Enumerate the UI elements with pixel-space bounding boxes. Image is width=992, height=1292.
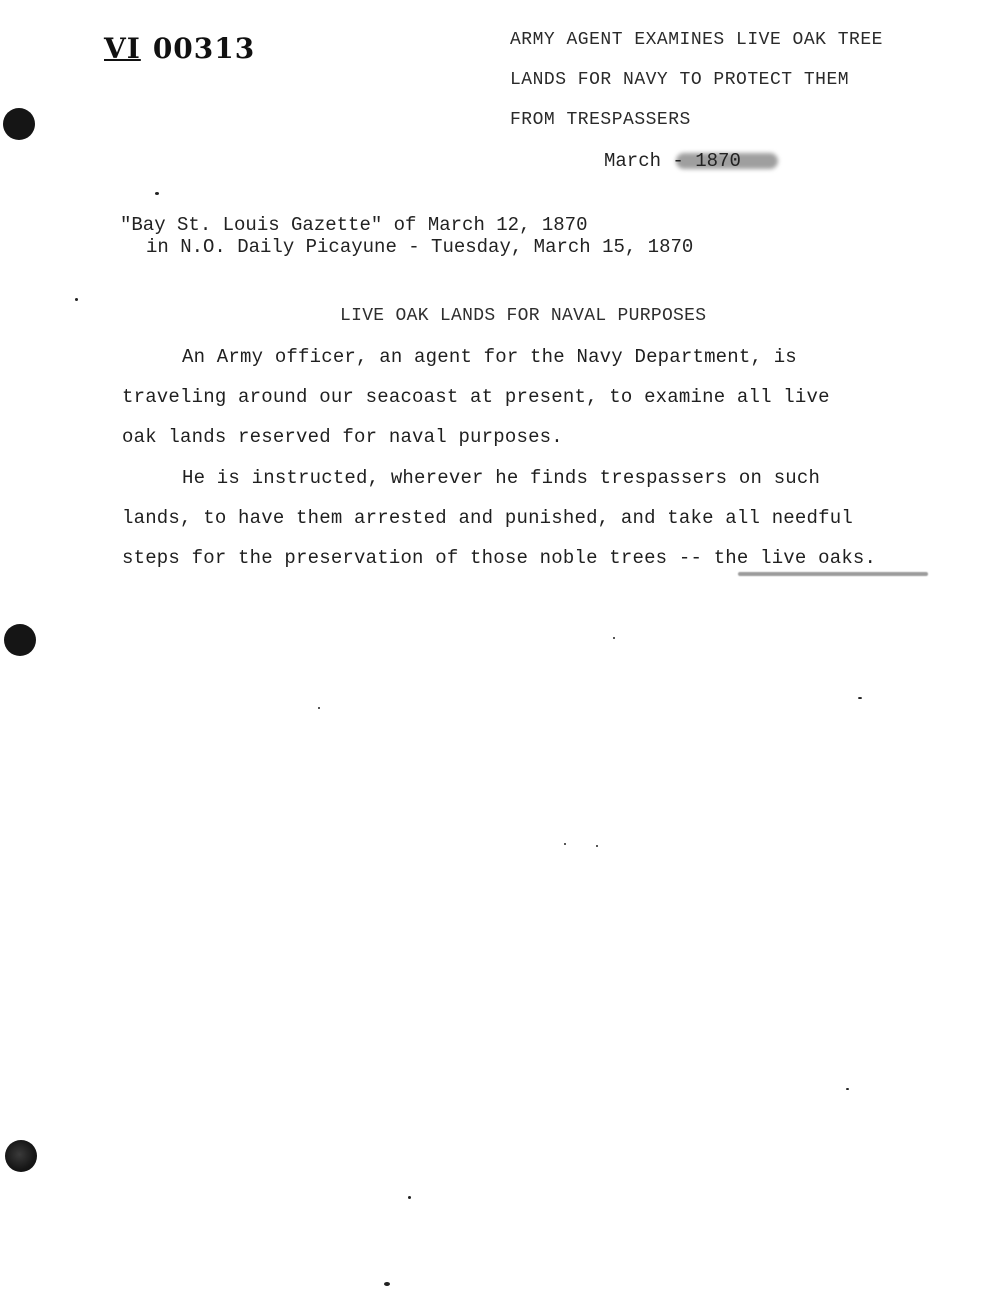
headline-line: LANDS FOR NAVY TO PROTECT THEM xyxy=(510,70,850,90)
ink-speck xyxy=(564,843,566,845)
headline-line: ARMY AGENT EXAMINES LIVE OAK TREE xyxy=(510,30,883,50)
article-title: LIVE OAK LANDS FOR NAVAL PURPOSES xyxy=(340,306,707,326)
article-body-line: He is instructed, wherever he finds trespassers on such xyxy=(182,467,821,489)
punch-hole-middle xyxy=(4,624,36,656)
punch-hole-top xyxy=(3,108,35,140)
article-body-line: oak lands reserved for naval purposes. xyxy=(122,426,563,448)
headline-line: FROM TRESPASSERS xyxy=(510,110,691,130)
ink-speck xyxy=(858,697,862,699)
ink-speck xyxy=(408,1196,411,1199)
ink-speck xyxy=(155,192,159,195)
ink-speck xyxy=(75,298,78,301)
article-body-line: steps for the preservation of those noble trees -- the live oaks. xyxy=(122,547,877,569)
ink-speck xyxy=(846,1088,849,1090)
source-citation-line: "Bay St. Louis Gazette" of March 12, 1870 xyxy=(120,214,588,236)
date-year: 1870 xyxy=(695,150,741,172)
document-date xyxy=(604,150,741,172)
article-body-line: traveling around our seacoast at present, to examine all live xyxy=(122,386,830,408)
document-number xyxy=(104,32,255,65)
ink-speck xyxy=(318,707,320,709)
source-citation-line: in N.O. Daily Picayune - Tuesday, March 15, 1870 xyxy=(146,236,694,258)
document-number-prefix: VI xyxy=(104,32,141,65)
document-number-value: 00313 xyxy=(152,32,256,65)
date-month: March - xyxy=(604,150,684,172)
punch-hole-bottom xyxy=(5,1140,37,1172)
pencil-underline-mark xyxy=(738,572,928,576)
ink-speck xyxy=(596,845,598,847)
article-body-line: lands, to have them arrested and punished, and take all needful xyxy=(122,507,853,529)
ink-speck xyxy=(613,637,615,639)
article-body-line: An Army officer, an agent for the Navy Department, is xyxy=(182,346,797,368)
ink-speck xyxy=(384,1282,390,1286)
